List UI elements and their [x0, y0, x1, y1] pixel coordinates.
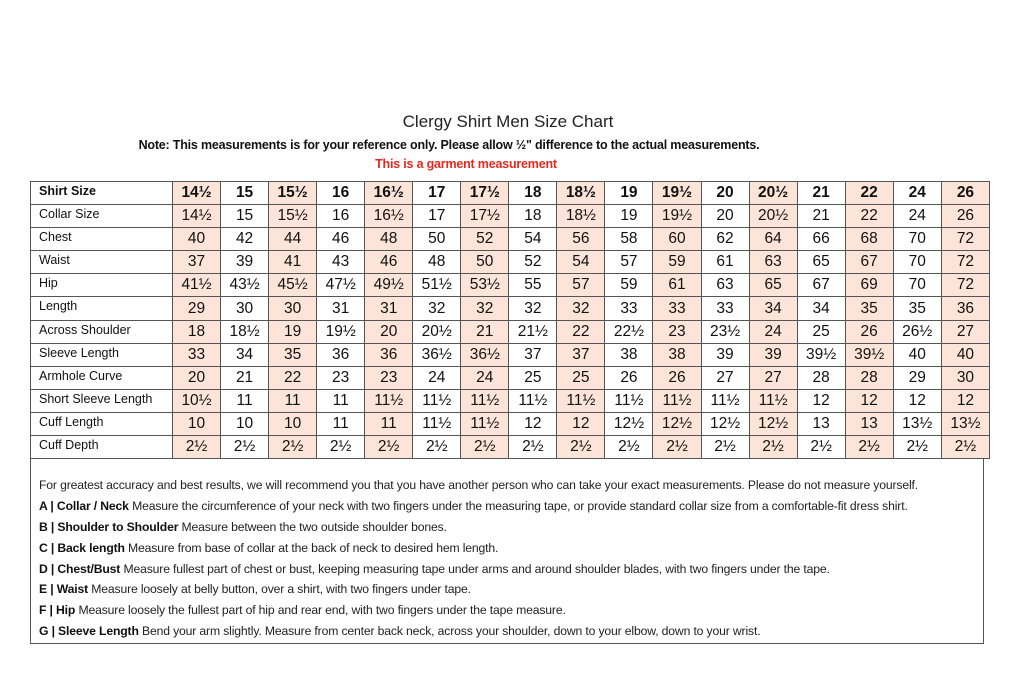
size-cell: 26 — [845, 320, 893, 343]
size-cell: 20 — [365, 320, 413, 343]
row-label: Sleeve Length — [31, 343, 173, 366]
size-cell: 10 — [269, 412, 317, 435]
size-cell: 17½ — [461, 182, 509, 205]
garment-note: This is a garment measurement — [375, 157, 557, 171]
table-row — [31, 228, 990, 251]
size-cell: 28 — [845, 366, 893, 389]
size-cell: 57 — [557, 274, 605, 297]
row-label: Shirt Size — [31, 182, 173, 205]
size-cell: 2½ — [893, 436, 941, 459]
size-cell: 26 — [941, 205, 989, 228]
size-cell: 19 — [269, 320, 317, 343]
size-cell: 10 — [173, 412, 221, 435]
size-cell: 72 — [941, 228, 989, 251]
size-cell: 27 — [941, 320, 989, 343]
size-cell: 35 — [269, 343, 317, 366]
size-cell: 50 — [461, 251, 509, 274]
size-cell: 47½ — [317, 274, 365, 297]
size-cell: 18½ — [221, 320, 269, 343]
size-cell: 17½ — [461, 205, 509, 228]
size-cell: 36 — [365, 343, 413, 366]
size-cell: 12 — [557, 412, 605, 435]
size-cell: 39 — [749, 343, 797, 366]
instruction-key: E | Waist — [39, 582, 89, 597]
instruction-text: Measure the circumference of your neck with two fingers under the measuring tape, or provide standard collar size from a comfortable-fit dress shirt. — [128, 498, 908, 513]
size-cell: 36½ — [413, 343, 461, 366]
size-cell: 50 — [413, 228, 461, 251]
size-cell: 22 — [269, 366, 317, 389]
size-cell: 2½ — [653, 436, 701, 459]
size-cell: 16 — [317, 182, 365, 205]
size-cell: 37 — [509, 343, 557, 366]
size-cell: 31 — [317, 297, 365, 320]
size-cell: 67 — [797, 274, 845, 297]
size-cell: 11½ — [509, 389, 557, 412]
size-cell: 11 — [365, 412, 413, 435]
size-cell: 59 — [605, 274, 653, 297]
table-row — [31, 436, 990, 459]
size-cell: 12½ — [605, 412, 653, 435]
size-cell: 2½ — [221, 436, 269, 459]
size-cell: 34 — [749, 297, 797, 320]
size-cell: 21 — [797, 182, 845, 205]
size-cell: 35 — [845, 297, 893, 320]
size-cell: 36 — [941, 297, 989, 320]
size-cell: 38 — [653, 343, 701, 366]
size-cell: 15½ — [269, 205, 317, 228]
size-cell: 36 — [317, 343, 365, 366]
size-cell: 12 — [509, 412, 557, 435]
size-cell: 12½ — [749, 412, 797, 435]
size-cell: 58 — [605, 228, 653, 251]
size-cell: 28 — [797, 366, 845, 389]
size-cell: 37 — [557, 343, 605, 366]
size-cell: 37 — [173, 251, 221, 274]
size-cell: 18½ — [557, 182, 605, 205]
size-cell: 30 — [269, 297, 317, 320]
row-label: Hip — [31, 274, 173, 297]
size-cell: 36½ — [461, 343, 509, 366]
size-cell: 23 — [317, 366, 365, 389]
table-row — [31, 274, 990, 297]
size-cell: 21 — [221, 366, 269, 389]
size-cell: 24 — [413, 366, 461, 389]
size-cell: 70 — [893, 274, 941, 297]
instruction-text: Bend your arm slightly. Measure from center back neck, across your shoulder, down to your elbow, down to your wrist. — [138, 624, 761, 639]
size-cell: 18 — [509, 205, 557, 228]
page-title: Clergy Shirt Men Size Chart — [402, 112, 614, 131]
size-cell: 61 — [701, 251, 749, 274]
size-cell: 11½ — [413, 412, 461, 435]
size-cell: 2½ — [701, 436, 749, 459]
size-cell: 33 — [653, 297, 701, 320]
size-cell: 20 — [701, 205, 749, 228]
size-cell: 17 — [413, 182, 461, 205]
size-cell: 39 — [701, 343, 749, 366]
instruction-key: C | Back length — [39, 540, 125, 555]
size-cell: 42 — [221, 228, 269, 251]
size-cell: 24 — [461, 366, 509, 389]
measurement-note: Note: This measurements is for your reference only. Please allow ½" difference to the actual measurements. — [138, 138, 760, 152]
size-cell: 13½ — [941, 412, 989, 435]
size-cell: 32 — [461, 297, 509, 320]
size-cell: 35 — [893, 297, 941, 320]
size-cell: 2½ — [365, 436, 413, 459]
row-label: Chest — [31, 228, 173, 251]
table-row — [31, 182, 990, 205]
size-cell: 20 — [173, 366, 221, 389]
size-cell: 20 — [701, 182, 749, 205]
size-cell: 12½ — [653, 412, 701, 435]
size-cell: 17 — [413, 205, 461, 228]
size-cell: 19½ — [653, 205, 701, 228]
size-cell: 19½ — [317, 320, 365, 343]
size-cell: 11½ — [461, 389, 509, 412]
size-cell: 25 — [509, 366, 557, 389]
size-cell: 2½ — [749, 436, 797, 459]
instruction-line — [39, 496, 979, 517]
size-cell: 2½ — [509, 436, 557, 459]
table-row — [31, 251, 990, 274]
size-cell: 56 — [557, 228, 605, 251]
size-cell: 11 — [317, 389, 365, 412]
size-cell: 12 — [797, 389, 845, 412]
instructions-intro: For greatest accuracy and best results, we will recommend you that you have another person who can take your exact measurements. Please do not measure yourself. — [39, 478, 919, 492]
size-cell: 34 — [221, 343, 269, 366]
size-cell: 25 — [557, 366, 605, 389]
instruction-key: B | Shoulder to Shoulder — [39, 519, 179, 534]
size-cell: 48 — [413, 251, 461, 274]
size-cell: 52 — [509, 251, 557, 274]
size-cell: 22 — [845, 205, 893, 228]
row-label: Armhole Curve — [31, 366, 173, 389]
instruction-text: Measure fullest part of chest or bust, keeping measuring tape under arms and around shoulder blades, with two fingers under the tape. — [120, 561, 830, 576]
size-cell: 2½ — [173, 436, 221, 459]
instruction-line — [39, 621, 979, 642]
size-cell: 23½ — [701, 320, 749, 343]
size-cell: 24 — [749, 320, 797, 343]
size-cell: 19 — [605, 205, 653, 228]
size-cell: 27 — [701, 366, 749, 389]
size-cell: 59 — [653, 251, 701, 274]
size-cell: 11½ — [557, 389, 605, 412]
size-cell: 15½ — [269, 182, 317, 205]
size-cell: 11½ — [413, 389, 461, 412]
size-cell: 22 — [845, 182, 893, 205]
size-cell: 25 — [797, 320, 845, 343]
row-label: Across Shoulder — [31, 320, 173, 343]
size-cell: 12 — [893, 389, 941, 412]
size-cell: 21 — [461, 320, 509, 343]
size-cell: 40 — [941, 343, 989, 366]
size-cell: 12½ — [701, 412, 749, 435]
size-cell: 32 — [509, 297, 557, 320]
size-cell: 23 — [365, 366, 413, 389]
size-cell: 43 — [317, 251, 365, 274]
size-cell: 20½ — [413, 320, 461, 343]
size-cell: 65 — [749, 274, 797, 297]
row-label: Length — [31, 297, 173, 320]
instruction-key: D | Chest/Bust — [39, 561, 121, 576]
size-cell: 15 — [221, 205, 269, 228]
size-cell: 11 — [221, 389, 269, 412]
size-cell: 2½ — [845, 436, 893, 459]
size-cell: 19½ — [653, 182, 701, 205]
size-cell: 54 — [557, 251, 605, 274]
size-cell: 18 — [509, 182, 557, 205]
size-cell: 67 — [845, 251, 893, 274]
size-cell: 12 — [941, 389, 989, 412]
size-cell: 40 — [173, 228, 221, 251]
size-cell: 72 — [941, 274, 989, 297]
size-cell: 63 — [749, 251, 797, 274]
size-cell: 33 — [701, 297, 749, 320]
size-cell: 23 — [653, 320, 701, 343]
size-cell: 24 — [893, 182, 941, 205]
size-cell: 11½ — [701, 389, 749, 412]
size-cell: 10 — [221, 412, 269, 435]
size-cell: 66 — [797, 228, 845, 251]
instruction-key: A | Collar / Neck — [39, 498, 129, 513]
size-cell: 33 — [173, 343, 221, 366]
measurement-instructions — [39, 475, 979, 642]
size-cell: 48 — [365, 228, 413, 251]
size-cell: 70 — [893, 228, 941, 251]
size-cell: 16½ — [365, 205, 413, 228]
size-cell: 22½ — [605, 320, 653, 343]
instruction-line — [39, 579, 979, 600]
size-cell: 12 — [845, 389, 893, 412]
size-cell: 13½ — [893, 412, 941, 435]
size-cell: 72 — [941, 251, 989, 274]
size-cell: 41 — [269, 251, 317, 274]
size-cell: 13 — [845, 412, 893, 435]
instruction-key: F | Hip — [39, 603, 76, 618]
instruction-key: G | Sleeve Length — [39, 624, 139, 639]
size-cell: 26 — [653, 366, 701, 389]
instruction-line — [39, 517, 979, 538]
size-cell: 21½ — [509, 320, 557, 343]
size-cell: 61 — [653, 274, 701, 297]
size-cell: 2½ — [797, 436, 845, 459]
table-row — [31, 343, 990, 366]
instruction-line — [39, 600, 979, 621]
size-cell: 11½ — [461, 412, 509, 435]
size-cell: 30 — [941, 366, 989, 389]
size-cell: 26½ — [893, 320, 941, 343]
row-label: Waist — [31, 251, 173, 274]
size-cell: 2½ — [269, 436, 317, 459]
table-row — [31, 320, 990, 343]
size-cell: 70 — [893, 251, 941, 274]
size-cell: 19 — [605, 182, 653, 205]
size-cell: 64 — [749, 228, 797, 251]
size-cell: 32 — [413, 297, 461, 320]
size-cell: 52 — [461, 228, 509, 251]
size-cell: 29 — [173, 297, 221, 320]
size-cell: 60 — [653, 228, 701, 251]
size-cell: 41½ — [173, 274, 221, 297]
instruction-text: Measure between the two outside shoulder bones. — [178, 519, 447, 534]
size-cell: 27 — [749, 366, 797, 389]
size-cell: 39 — [221, 251, 269, 274]
table-row — [31, 366, 990, 389]
table-row — [31, 205, 990, 228]
size-cell: 68 — [845, 228, 893, 251]
size-cell: 45½ — [269, 274, 317, 297]
size-cell: 33 — [605, 297, 653, 320]
size-cell: 15 — [221, 182, 269, 205]
size-cell: 62 — [701, 228, 749, 251]
size-cell: 43½ — [221, 274, 269, 297]
size-cell: 44 — [269, 228, 317, 251]
size-cell: 11 — [269, 389, 317, 412]
size-cell: 31 — [365, 297, 413, 320]
size-cell: 39½ — [797, 343, 845, 366]
instruction-line — [39, 559, 979, 580]
size-cell: 34 — [797, 297, 845, 320]
size-cell: 32 — [557, 297, 605, 320]
instruction-line — [39, 538, 979, 559]
table-row — [31, 389, 990, 412]
size-cell: 53½ — [461, 274, 509, 297]
size-cell: 38 — [605, 343, 653, 366]
size-cell: 14½ — [173, 205, 221, 228]
instruction-text: Measure loosely at belly button, over a shirt, with two fingers under tape. — [88, 582, 471, 597]
size-cell: 13 — [797, 412, 845, 435]
row-label: Cuff Length — [31, 412, 173, 435]
instruction-text: Measure from base of collar at the back of neck to desired hem length. — [124, 540, 499, 555]
table-row — [31, 297, 990, 320]
size-cell: 40 — [893, 343, 941, 366]
size-cell: 16 — [317, 205, 365, 228]
row-label: Collar Size — [31, 205, 173, 228]
size-cell: 24 — [893, 205, 941, 228]
size-cell: 65 — [797, 251, 845, 274]
size-cell: 29 — [893, 366, 941, 389]
size-cell: 2½ — [557, 436, 605, 459]
size-cell: 18 — [173, 320, 221, 343]
size-cell: 11 — [317, 412, 365, 435]
size-cell: 46 — [365, 251, 413, 274]
size-cell: 14½ — [173, 182, 221, 205]
row-label: Cuff Depth — [31, 436, 173, 459]
size-cell: 46 — [317, 228, 365, 251]
size-cell: 11½ — [653, 389, 701, 412]
size-cell: 26 — [941, 182, 989, 205]
row-label: Short Sleeve Length — [31, 389, 173, 412]
table-row — [31, 412, 990, 435]
size-cell: 22 — [557, 320, 605, 343]
size-chart-table — [30, 181, 990, 459]
size-cell: 2½ — [413, 436, 461, 459]
size-cell: 11½ — [365, 389, 413, 412]
size-cell: 2½ — [605, 436, 653, 459]
size-cell: 16½ — [365, 182, 413, 205]
size-cell: 2½ — [461, 436, 509, 459]
size-cell: 10½ — [173, 389, 221, 412]
instruction-text: Measure loosely the fullest part of hip and rear end, with two fingers under the tape measure. — [75, 603, 566, 618]
size-cell: 30 — [221, 297, 269, 320]
size-cell: 21 — [797, 205, 845, 228]
size-cell: 69 — [845, 274, 893, 297]
size-cell: 26 — [605, 366, 653, 389]
size-cell: 20½ — [749, 205, 797, 228]
size-cell: 57 — [605, 251, 653, 274]
size-cell: 39½ — [845, 343, 893, 366]
size-cell: 18½ — [557, 205, 605, 228]
size-cell: 2½ — [317, 436, 365, 459]
size-cell: 63 — [701, 274, 749, 297]
size-cell: 11½ — [749, 389, 797, 412]
size-cell: 54 — [509, 228, 557, 251]
size-cell: 49½ — [365, 274, 413, 297]
size-cell: 20½ — [749, 182, 797, 205]
size-cell: 2½ — [941, 436, 989, 459]
size-cell: 55 — [509, 274, 557, 297]
size-cell: 51½ — [413, 274, 461, 297]
size-cell: 11½ — [605, 389, 653, 412]
